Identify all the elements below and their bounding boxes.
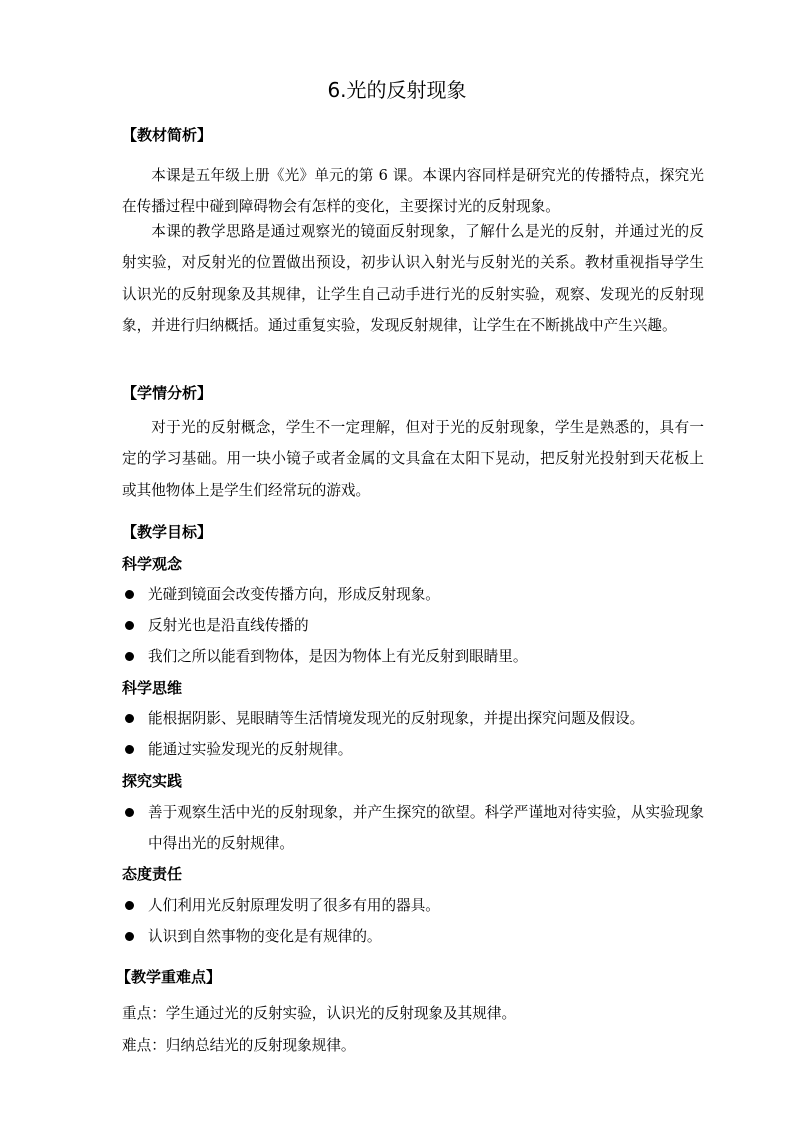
difficult-point-text: 难点：归纳总结光的反射现象规律。 bbox=[122, 1037, 356, 1054]
goal-group-title-thinking: 科学思维 bbox=[122, 679, 183, 697]
goal-item-text: 认识到自然事物的变化是有规律的。 bbox=[148, 928, 382, 945]
goal-group-title-concept: 科学观念 bbox=[122, 555, 183, 573]
bullet-dot-icon bbox=[125, 932, 134, 941]
goal-item bbox=[122, 921, 704, 952]
goal-item bbox=[122, 890, 704, 921]
key-point-text: 重点：学生通过光的反射实验，认识光的反射现象及其规律。 bbox=[122, 1005, 517, 1022]
bullet-dot-icon bbox=[125, 621, 134, 630]
section-heading-keypoints: 【教学重难点】 bbox=[116, 968, 222, 986]
goal-item-text: 我们之所以能看到物体，是因为物体上有光反射到眼睛里。 bbox=[148, 648, 528, 665]
goal-item-text: 能通过实验发现光的反射规律。 bbox=[148, 741, 353, 758]
bullet-dot-icon bbox=[125, 652, 134, 661]
goal-item bbox=[122, 641, 704, 672]
section-heading-students: 【学情分析】 bbox=[122, 384, 213, 402]
bullet-dot-icon bbox=[125, 901, 134, 910]
goal-item-text: 善于观察生活中光的反射现象，并产生探究的欲望。科学严谨地对待实验，从实验现象中得出光的反射规律。 bbox=[148, 804, 704, 852]
goal-item bbox=[122, 797, 704, 859]
goal-item-text: 光碰到镜面会改变传播方向，形成反射现象。 bbox=[148, 586, 440, 603]
goal-item-text: 反射光也是沿直线传播的 bbox=[148, 617, 309, 634]
paragraph-textbook-1: 本课是五年级上册《光》单元的第 6 课。本课内容同样是研究光的传播特点，探究光在传播过程中碰到障碍物会有怎样的变化，主要探讨光的反射现象。 bbox=[122, 167, 704, 216]
goal-item bbox=[122, 610, 704, 641]
goal-group-title-attitude: 态度责任 bbox=[122, 865, 183, 883]
bullet-dot-icon bbox=[125, 714, 134, 723]
goal-item bbox=[122, 734, 704, 765]
bullet-dot-icon bbox=[125, 745, 134, 754]
goal-group-title-practice: 探究实践 bbox=[122, 772, 183, 790]
bullet-dot-icon bbox=[125, 590, 134, 599]
page-title: 6.光的反射现象 bbox=[327, 78, 467, 102]
goal-item-text: 人们利用光反射原理发明了很多有用的器具。 bbox=[148, 897, 440, 914]
section-heading-textbook: 【教材简析】 bbox=[122, 126, 213, 144]
bullet-dot-icon bbox=[125, 808, 134, 817]
section-heading-goals: 【教学目标】 bbox=[122, 523, 213, 541]
goal-item-text: 能根据阴影、晃眼睛等生活情境发现光的反射现象，并提出探究问题及假设。 bbox=[148, 710, 645, 727]
paragraph-students-1: 对于光的反射概念，学生不一定理解，但对于光的反射现象，学生是熟悉的，具有一定的学习基础。用一块小镜子或者金属的文具盒在太阳下晃动，把反射光投射到天花板上或其他物体上是学生们经常玩的游戏。 bbox=[122, 419, 704, 499]
goal-item bbox=[122, 579, 704, 610]
paragraph-textbook-2: 本课的教学思路是通过观察光的镜面反射现象，了解什么是光的反射，并通过光的反射实验，对反射光的位置做出预设，初步认识入射光与反射光的关系。教材重视指导学生认识光的反射现象及其规律，让学生自己动手进行光的反射实验，观察、发现光的反射现象，并进行归纳概括。通过重复实验，发现反射规律，让学生在不断挑战中产生兴趣。 bbox=[122, 223, 704, 334]
goal-item bbox=[122, 703, 704, 734]
